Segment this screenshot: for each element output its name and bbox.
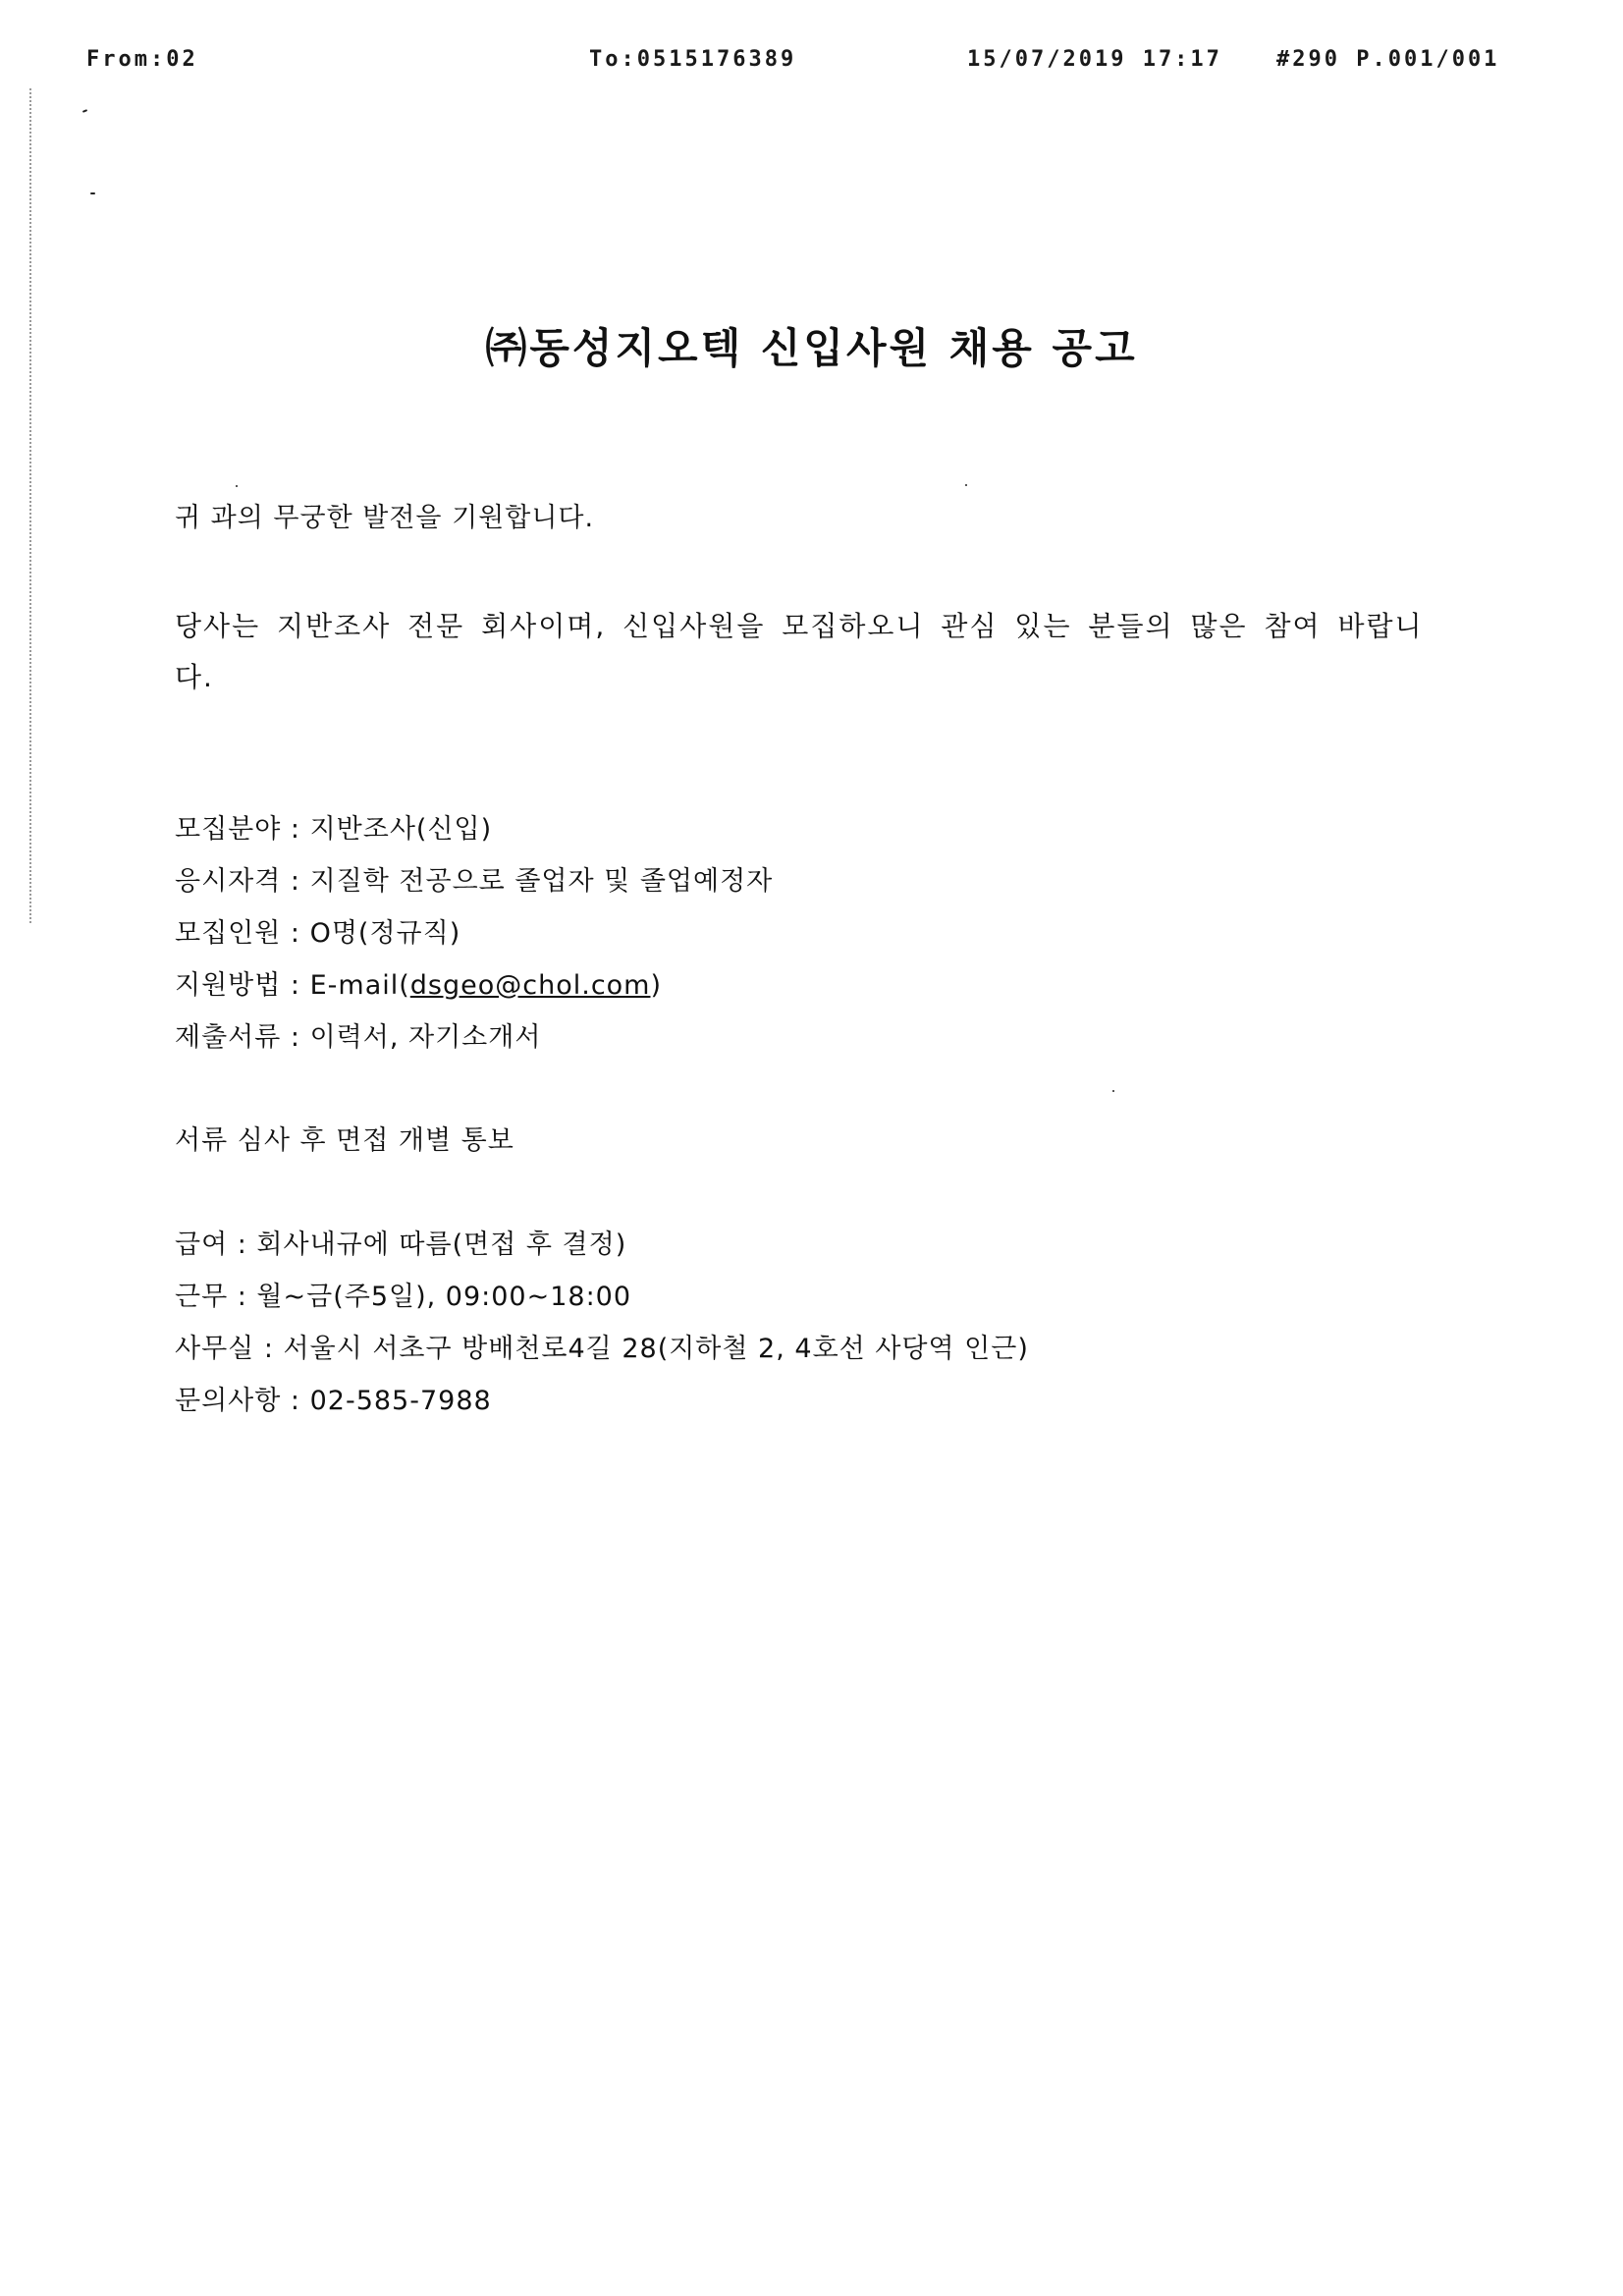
fax-from: From:02	[86, 47, 198, 72]
screening-notice: 서류 심사 후 면접 개별 통보	[175, 1125, 514, 1156]
recruit-qualification: 응시자격 : 지질학 전공으로 졸업자 및 졸업예정자	[175, 866, 774, 897]
scan-edge-artifact	[29, 88, 32, 923]
recruit-apply-method	[175, 966, 662, 1006]
recruit-field: 모집분야 : 지반조사(신입)	[175, 814, 493, 845]
condition-hours: 근무 : 월~금(주5일), 09:00~18:00	[175, 1282, 632, 1312]
fax-page-number: #290 P.001/001	[1276, 47, 1500, 72]
fax-datetime: 15/07/2019 17:17	[967, 47, 1222, 72]
recruit-headcount: 모집인원 : O명(정규직)	[175, 918, 461, 949]
apply-email-link[interactable]: dsgeo@chol.com	[409, 970, 651, 1001]
recruit-documents: 제출서류 : 이력서, 자기소개서	[175, 1022, 542, 1053]
scan-speck	[965, 484, 967, 486]
greeting-text: 귀 과의 무궁한 발전을 기원합니다.	[175, 503, 595, 533]
scan-speck	[1112, 1090, 1114, 1092]
intro-paragraph: 당사는 지반조사 전문 회사이며, 신입사원을 모집하오니 관심 있는 분들의 많은 참여 바랍니다.	[175, 610, 1424, 693]
fax-to: To:0515176389	[589, 47, 797, 72]
condition-salary: 급여 : 회사내규에 따름(면접 후 결정)	[175, 1230, 627, 1260]
document-title: ㈜동성지오텍 신입사원 채용 공고	[485, 324, 1138, 372]
scan-speck	[236, 485, 238, 487]
fax-header	[0, 47, 1623, 77]
condition-office: 사무실 : 서울시 서초구 방배천로4길 28(지하철 2, 4호선 사당역 인근)	[175, 1334, 1029, 1364]
apply-method-suffix: )	[650, 970, 663, 1001]
scan-speck	[90, 192, 95, 194]
scan-speck	[82, 109, 87, 113]
apply-method-prefix: 지원방법 : E-mail(	[175, 970, 410, 1001]
condition-contact: 문의사항 : 02-585-7988	[175, 1386, 492, 1416]
